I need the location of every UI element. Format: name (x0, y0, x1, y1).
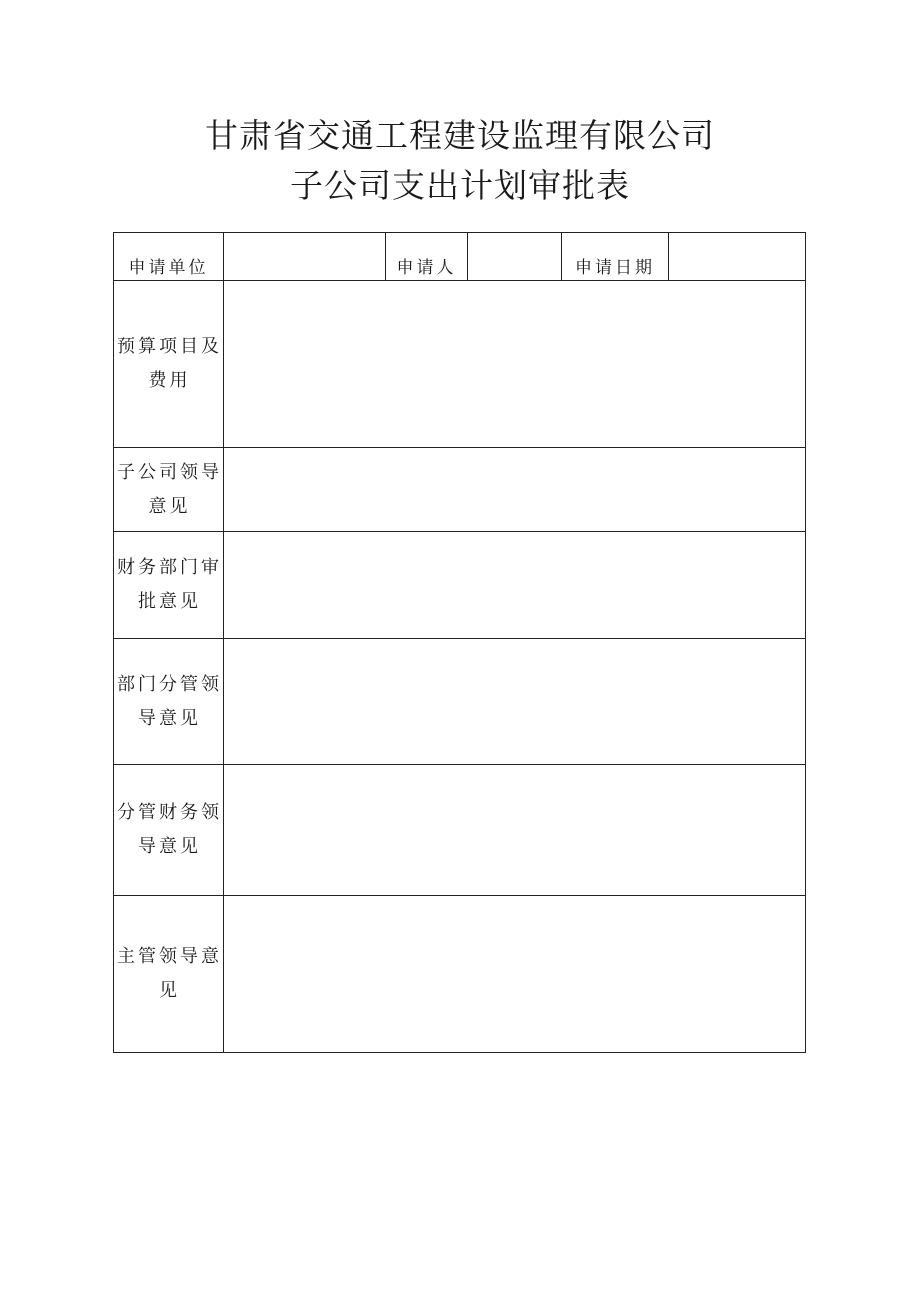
budget-items-label (114, 281, 224, 448)
finance-supervisor-opinion-field[interactable] (224, 765, 805, 896)
applicant-label: 申请人 (386, 233, 468, 281)
applicant-unit-field[interactable] (224, 233, 386, 281)
subsidiary-leader-opinion-field[interactable] (224, 448, 805, 532)
applicant-field[interactable] (468, 233, 562, 281)
chief-leader-opinion-label-text: 主管领导意见 (117, 946, 222, 1001)
subsidiary-leader-opinion-label (114, 448, 224, 532)
chief-leader-opinion-label (114, 896, 224, 1052)
approval-form-table (113, 232, 806, 1053)
budget-items-label-text: 预算项目及费用 (117, 336, 222, 391)
finance-dept-opinion-label (114, 532, 224, 639)
finance-dept-opinion-label-text: 财务部门审批意见 (117, 557, 222, 612)
application-date-label: 申请日期 (562, 233, 669, 281)
dept-supervisor-opinion-label (114, 639, 224, 765)
finance-supervisor-opinion-label (114, 765, 224, 896)
finance-supervisor-opinion-label-text: 分管财务领导意见 (117, 802, 222, 857)
chief-leader-opinion-field[interactable] (224, 896, 805, 1052)
document-subtitle: 子公司支出计划审批表 (290, 166, 630, 205)
application-date-field[interactable] (669, 233, 805, 281)
applicant-unit-label: 申请单位 (114, 233, 224, 281)
subsidiary-leader-opinion-label-text: 子公司领导意见 (117, 461, 222, 517)
finance-dept-opinion-field[interactable] (224, 532, 805, 639)
document-title: 甘肃省交通工程建设监理有限公司 (205, 116, 715, 155)
budget-items-field[interactable] (224, 281, 805, 448)
dept-supervisor-opinion-field[interactable] (224, 639, 805, 765)
dept-supervisor-opinion-label-text: 部门分管领导意见 (117, 673, 222, 729)
